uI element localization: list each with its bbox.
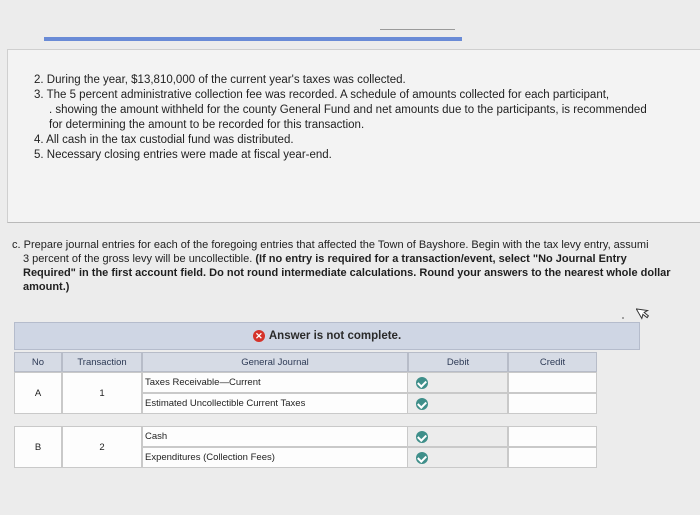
stray-dot [622,317,624,319]
prompt-line-3 [12,266,700,280]
row-a-no: A [14,372,62,414]
top-divider [380,29,455,30]
row-b-account-1[interactable]: Cash [142,426,408,447]
row-b-account-2[interactable]: Expenditures (Collection Fees) [142,447,408,468]
item-3-cont: . showing the amount withheld for the county General Fund and net amounts due to the participants, is recommended [49,104,647,116]
prompt-line-2a: 3 percent of the gross levy will be uncollectible. [23,253,256,265]
prompt-line-2 [12,252,700,266]
answer-status-banner [14,322,640,350]
item-5: 5. Necessary closing entries were made at fiscal year-end. [34,149,332,161]
journal-table [14,322,640,500]
row-b-debit-2[interactable] [408,447,508,468]
header-credit: Credit [508,352,597,372]
question-prompt [12,238,700,294]
banner-text: Answer is not complete. [268,330,402,342]
row-a-transaction: 1 [62,372,142,414]
prompt-line-3-text: Required" in the first account field. Do not round intermediate calculations. Round your answers to the nearest whole dollar [23,267,671,279]
row-a-credit-1[interactable] [508,372,597,393]
prompt-line-1: c. Prepare journal entries for each of the foregoing entries that affected the Town of Bayshore. Begin with the tax levy entry, assumi [12,239,649,251]
header-debit: Debit [408,352,508,372]
row-a-account-1[interactable]: Taxes Receivable—Current [142,372,408,393]
item-3: 3. The 5 percent administrative collection fee was recorded. A schedule of amounts collected for each participant, [34,89,610,101]
error-x-icon: ✕ [253,330,265,342]
header-general-journal: General Journal [142,352,408,372]
row-a-debit-2[interactable] [408,393,508,414]
row-b-credit-1[interactable] [508,426,597,447]
progress-rule [44,37,462,41]
row-b-credit-2[interactable] [508,447,597,468]
row-a-credit-2[interactable] [508,393,597,414]
header-transaction: Transaction [62,352,142,372]
item-4: 4. All cash in the tax custodial fund was distributed. [34,134,294,146]
row-b-debit-1[interactable] [408,426,508,447]
prompt-line-2b: (If no entry is required for a transaction/event, select "No Journal Entry [255,253,627,265]
item-2: 2. During the year, $13,810,000 of the current year's taxes was collected. [34,74,406,86]
mouse-pointer-icon [636,303,654,321]
prompt-line-4-text: amount.) [23,281,70,293]
row-b-no: B [14,426,62,468]
row-a-account-2[interactable]: Estimated Uncollectible Current Taxes [142,393,408,414]
row-b-transaction: 2 [62,426,142,468]
prompt-line-4 [12,280,700,294]
header-no: No [14,352,62,372]
problem-items [34,73,684,163]
row-a-debit-1[interactable] [408,372,508,393]
item-3-cont2: for determining the amount to be recorded for this transaction. [49,119,365,131]
